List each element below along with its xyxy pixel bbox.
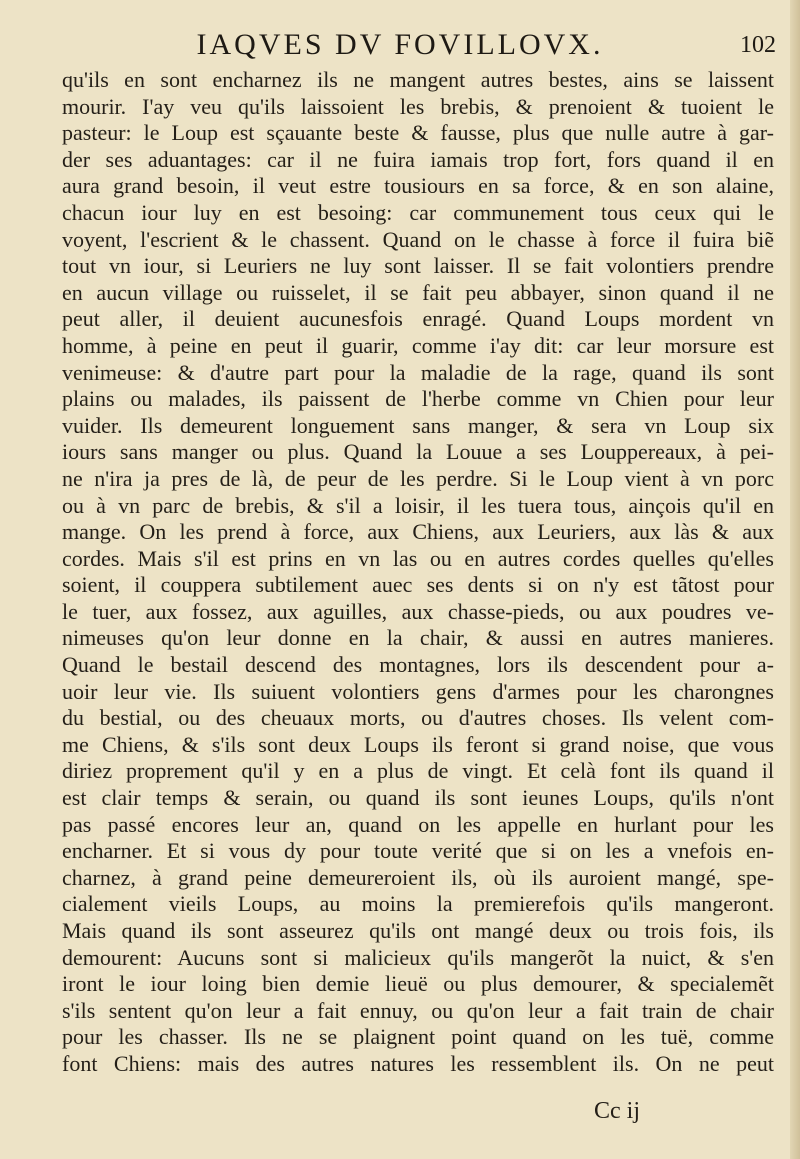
text-line: nimeuses qu'on leur donne en la chair, & aussi en autres manieres.: [62, 625, 774, 651]
text-line: me Chiens, & s'ils sont deux Loups ils feront si grand noise, que vous: [62, 731, 774, 757]
text-line: voyent, l'escrient & le chassent. Quand on le chasse à force il fuira biẽ: [62, 226, 774, 252]
text-line: tout vn iour, si Leuriers ne luy sont laisser. Il se fait volontiers prendre: [62, 253, 774, 279]
text-line: charnez, à grand peine demeureroient ils, où ils auroient mangé, spe-: [62, 864, 774, 890]
text-line: encharner. Et si vous dy pour toute verité que si on les a vnefois en-: [62, 838, 774, 864]
text-line: s'ils sentent qu'on leur a fait ennuy, ou qu'on leur a fait train de chair: [62, 997, 774, 1023]
text-line: iront le iour loing bien demie lieuë ou plus demourer, & specialemẽt: [62, 971, 774, 997]
text-line: qu'ils en sont encharnez ils ne mangent autres bestes, ains se laissent: [62, 67, 774, 92]
running-head: IAQVES DV FOVILLOVX.: [196, 28, 604, 61]
text-line: mourir. I'ay veu qu'ils laissoient les brebis, & prenoient & tuoient le: [62, 93, 774, 119]
text-line: venimeuse: & d'autre part pour la maladie de la rage, quand ils sont: [62, 359, 774, 385]
page-number: 102: [740, 32, 776, 58]
body-text: [62, 67, 774, 1078]
text-line: Quand le bestail descend des montagnes, lors ils descendent pour a-: [62, 652, 774, 678]
text-line: demourent: Aucuns sont si malicieux qu'ils mangerõt la nuict, & s'en: [62, 944, 774, 970]
page-edge: [790, 0, 800, 1159]
text-line: vuider. Ils demeurent longuement sans manger, & sera vn Loup six: [62, 412, 774, 438]
text-line: soient, il couppera subtilement auec ses dents si on n'y est tãtost pour: [62, 572, 774, 598]
text-line: homme, à peine en peut il guarir, comme i'ay dit: car leur morsure est: [62, 332, 774, 358]
text-line: mange. On les prend à force, aux Chiens, aux Leuriers, aux làs & aux: [62, 519, 774, 545]
text-line: en aucun village ou ruisselet, il se fait peu abbayer, sinon quand il ne: [62, 279, 774, 305]
text-line: pour les chasser. Ils ne se plaignent point quand on les tuë, comme: [62, 1024, 774, 1050]
text-line: est clair temps & serain, ou quand ils sont ieunes Loups, qu'ils n'ont: [62, 785, 774, 811]
text-line: ou à vn parc de brebis, & s'il a loisir, il les tuera tous, ainçois qu'il en: [62, 492, 774, 518]
text-line: diriez proprement qu'il y en a plus de vingt. Et celà font ils quand il: [62, 758, 774, 784]
text-line: chacun iour luy en est besoing: car communement tous ceux qui le: [62, 199, 774, 225]
text-line: le tuer, aux fossez, aux aguilles, aux chasse-pieds, ou aux poudres ve-: [62, 598, 774, 624]
text-line: iours sans manger ou plus. Quand la Louue a ses Louppereaux, à pei-: [62, 439, 774, 465]
text-line: der ses aduantages: car il ne fuira iamais trop fort, fors quand il en: [62, 146, 774, 172]
text-line: plains ou malades, ils paissent de l'herbe comme vn Chien pour leur: [62, 386, 774, 412]
signature-mark: Cc ij: [594, 1098, 640, 1124]
text-line: ne n'ira ja pres de là, de peur de les perdre. Si le Loup vient à vn porc: [62, 465, 774, 491]
text-line: pas passé encores leur an, quand on les appelle en hurlant pour les: [62, 811, 774, 837]
text-line: du bestial, ou des cheuaux morts, ou d'autres choses. Ils velent com-: [62, 705, 774, 731]
text-line: font Chiens: mais des autres natures les ressemblent ils. On ne peut: [62, 1050, 774, 1076]
text-line: Mais quand ils sont asseurez qu'ils ont mangé deux ou trois fois, ils: [62, 918, 774, 943]
page-header: [0, 28, 800, 68]
text-line: cialement vieils Loups, au moins la premierefois qu'ils mangeront.: [62, 891, 774, 917]
text-line: pasteur: le Loup est sçauante beste & fausse, plus que nulle autre à gar-: [62, 120, 774, 146]
text-line: cordes. Mais s'il est prins en vn las ou en autres cordes quelles qu'elles: [62, 545, 774, 571]
text-line: uoir leur vie. Ils suiuent volontiers gens d'armes pour les charongnes: [62, 678, 774, 704]
text-line: peut aller, il deuient aucunesfois enragé. Quand Loups mordent vn: [62, 306, 774, 332]
text-line: aura grand besoin, il veut estre tousiours en sa force, & en son alaine,: [62, 173, 774, 199]
